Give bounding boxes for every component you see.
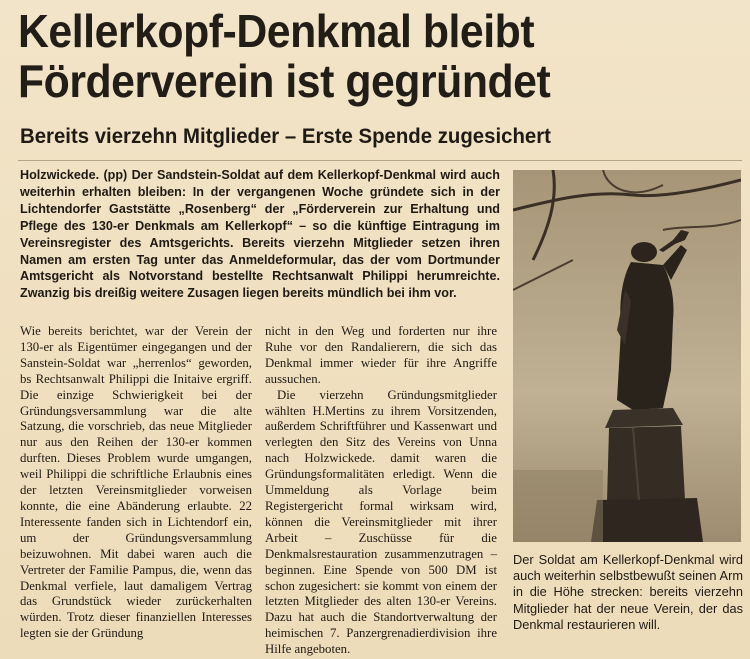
column-1-text: Wie bereits berichtet, war der Verein der 130-er als Eigentümer eingegangen und der Sanstein-Soldat war „herrenlos“ geworden, bs Rechtsanwalt Philippi die Initaive ergriff. Die einzige Schwierigkeit bei der Gründungsversammlung war die alte Satzung, die vorschrieb, das neue Mitglieder nur aus den Reihen der 130-er kommen durften. Dieses Problem wurde umgangen, weil Philippi die schriftliche Erlaubnis eines der letzten Vereinsmitglieder vorweisen konnte, die eine Abänderung erlaubte. 22 Interessente fanden sich in Lichtendorf ein, um der Gründungsversammlung beizuwohnen. Mit dabei waren auch die Vertreter der Familie Pampus, die, wenn das Denkmal verfiele, laut damaligem Vertrag das Grundstück wieder zurückerhalten würden. Trotz dieser finanziellen Interesses legten sie der Gründung [20, 324, 252, 641]
monument-photo [513, 170, 741, 542]
article-column-2 [265, 324, 497, 658]
subheadline: Bereits vierzehn Mitglieder – Erste Spende zugesichert [20, 125, 551, 148]
soldier-statue-image [513, 170, 741, 542]
photo-caption: Der Soldat am Kellerkopf-Denkmal wird auch weiterhin selbstbewußt seinen Arm in die Höhe strecken: bereits vierzehn Mitglieder hat der neue Verein, der das Denkmal restaurieren will. [513, 552, 743, 632]
column-2-paragraph-2: Die vierzehn Gründungsmitglieder wählten H.Mertins zu ihrem Vorsitzenden, außerdem Schriftführer und Kassenwart und verlegten den Sitz des Vereins von Unna nach Holzwickede. damit waren die Gründungsformalitäten erledigt. Wenn die Ummeldung als Vorlage beim Registergericht formal wirksam wird, können die Vereinsmitglieder mit ihrer Arbeit – Zuschüsse für die Denkmalsrestauration zusammenzutragen – beginnen. Eine Spende von 500 DM ist schon zugesichert: sie kommt von einem der letzten Mitglieder des alten 130-er Vereins. Dazu hat auch die Standortverwaltung der heimischen 7. Panzergrenadierdivision ihre Hilfe angeboten. [265, 387, 497, 657]
column-2-paragraph-1: nicht in den Weg und forderten nur ihre Ruhe vor den Randalierern, die sich das Denkmal immer wieder für ihre Angriffe aussuchen. [265, 324, 497, 386]
article-column-1 [20, 324, 252, 642]
lead-paragraph: Holzwickede. (pp) Der Sandstein-Soldat auf dem Kellerkopf-Denkmal wird auch weiterhin erhalten bleiben: In der vergangenen Woche gründete sich in der Lichtendorfer Gaststätte „Rosenberg“ der „Förderverein zur Erhaltung und Pflege des 130-er Denkmals am Kellerkopf“ – so die künftige Eintragung im Vereinsregister des Amtsgerichts. Bereits vierzehn Mitglieder setzen ihren Namen am ersten Tag unter das Anmeldeformular, das der vom Dortmunder Amtsgericht als Notvorstand bestellte Rechtsanwalt Philippi herumreichte. Zwanzig bis dreißig weitere Zusagen liegen bereits mündlich bei ihm vor. [20, 168, 500, 301]
divider [18, 160, 742, 161]
headline: Kellerkopf-Denkmal bleibt Förderverein ist gegründet [18, 5, 551, 107]
